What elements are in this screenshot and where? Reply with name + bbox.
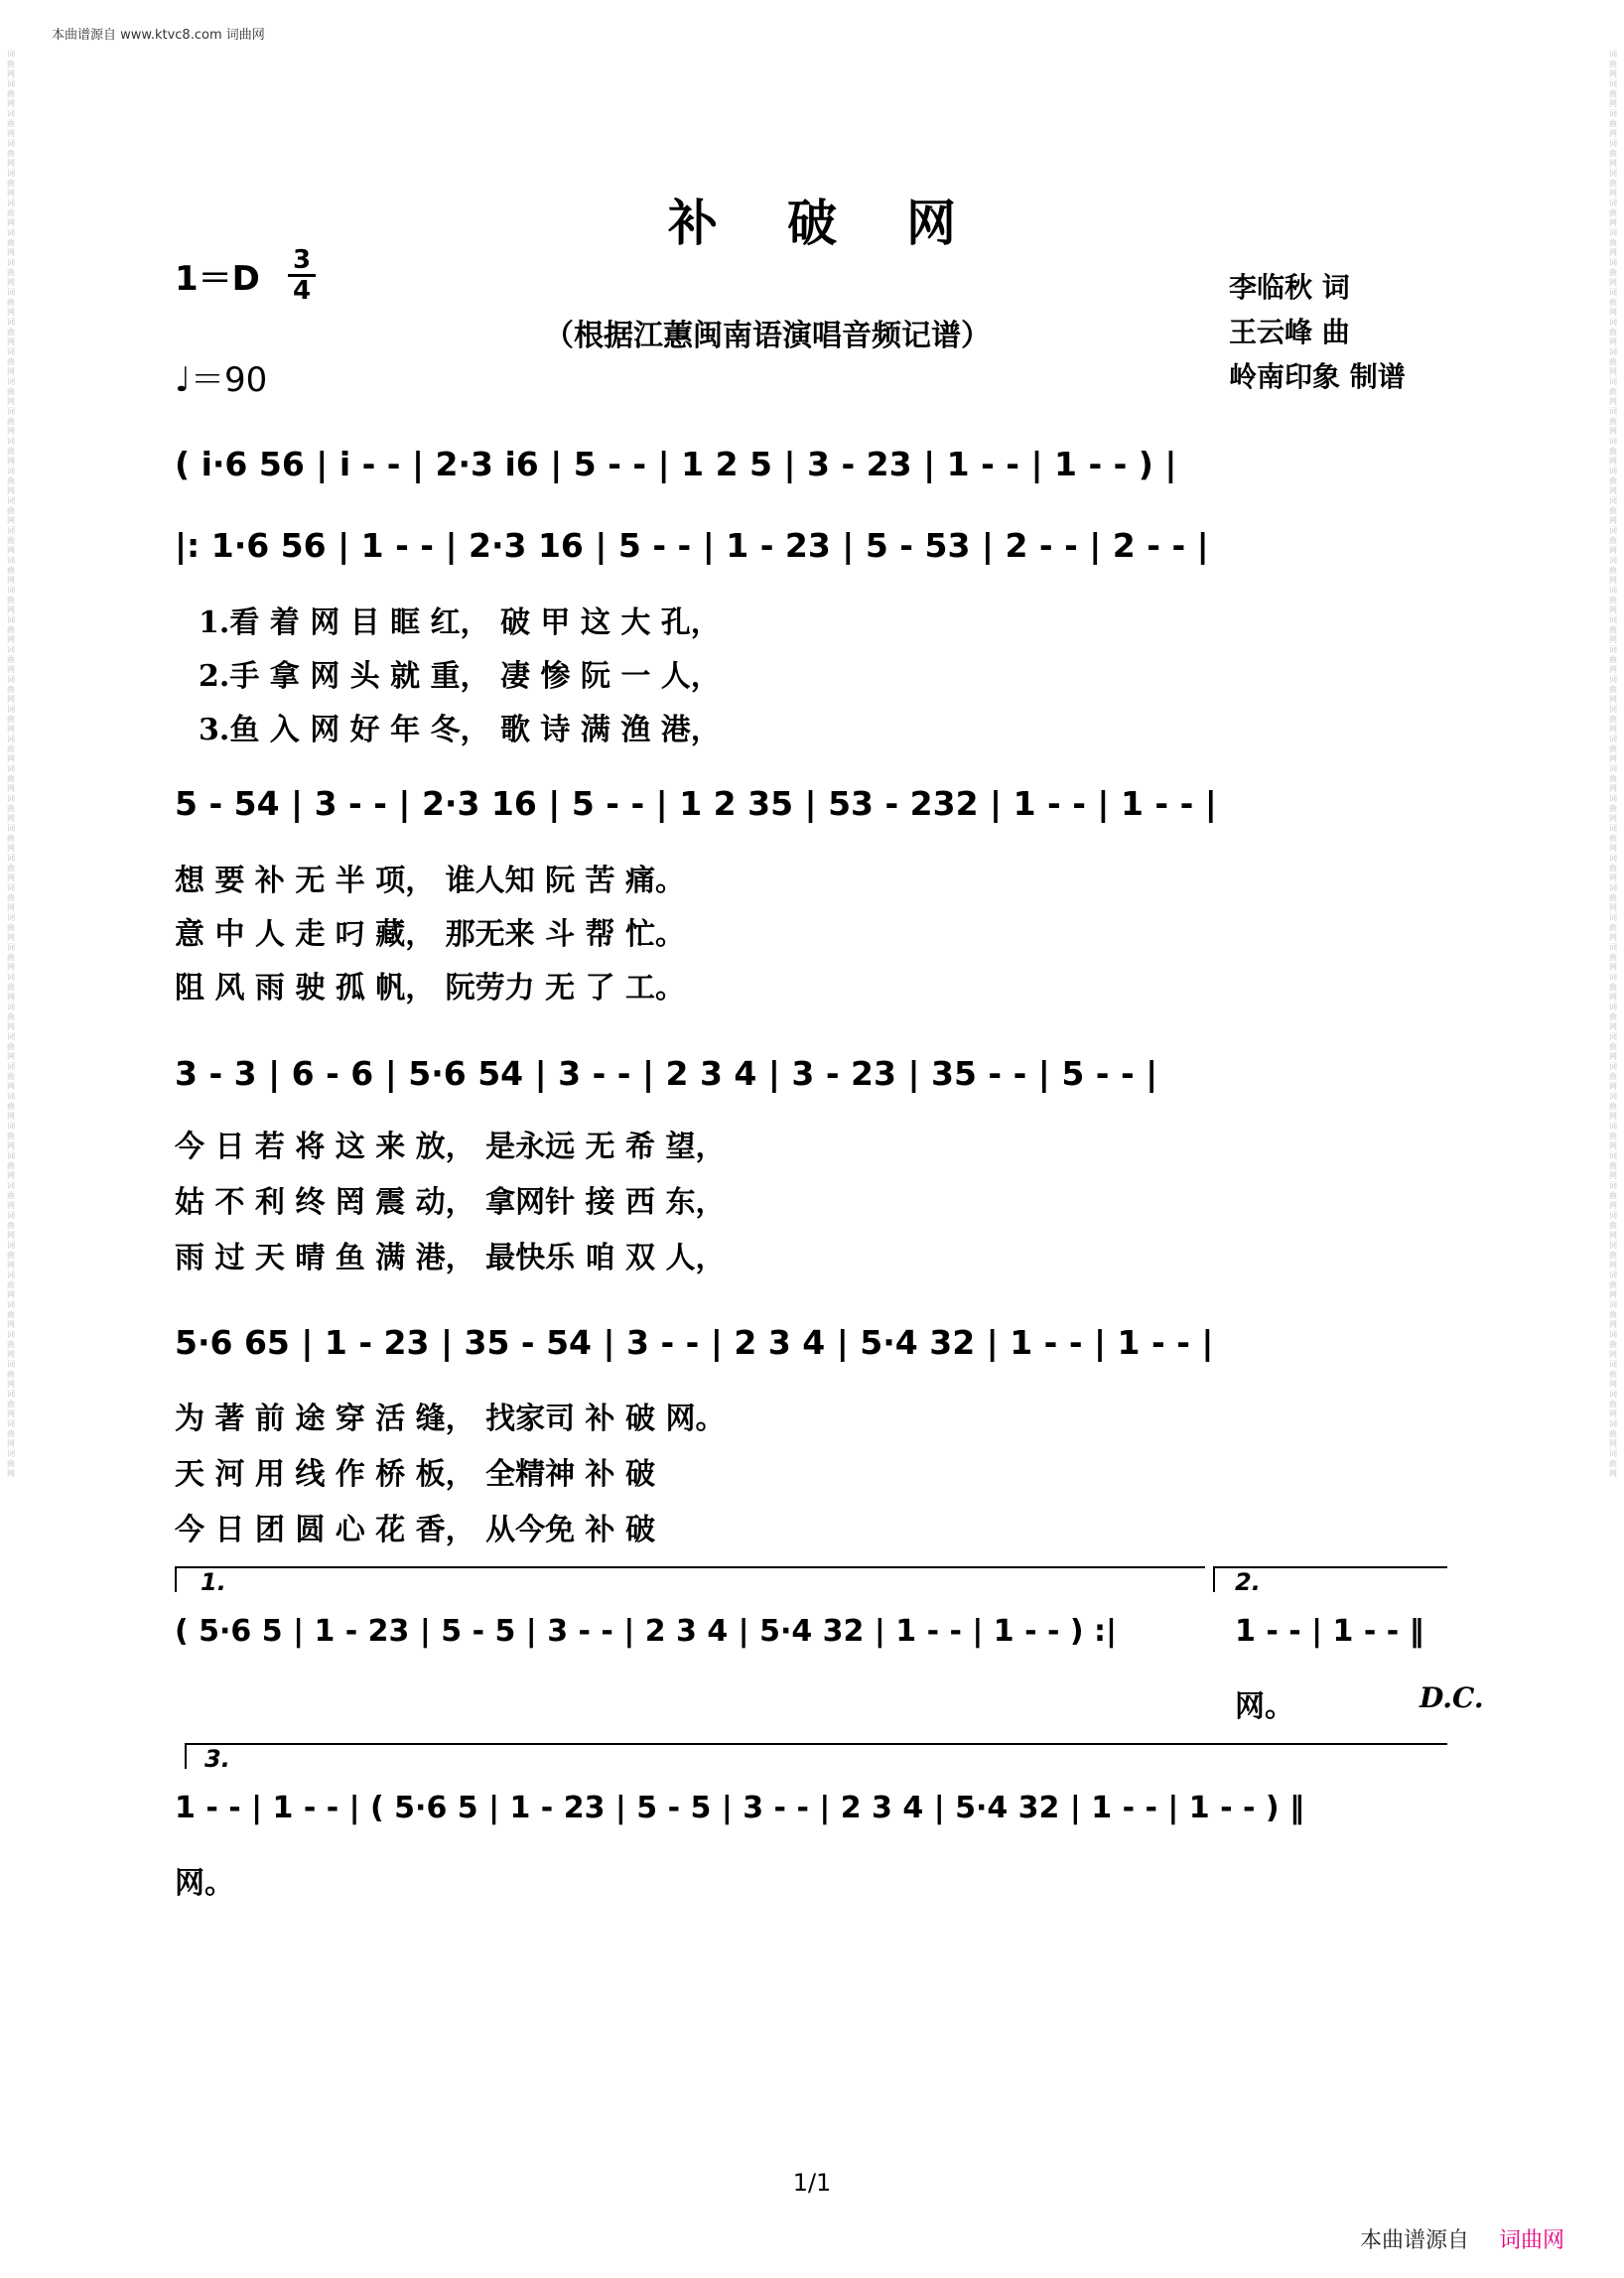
lyric-line: 意 中 人 走 叼 藏， 那无来 斗 帮 忙。 xyxy=(175,917,685,952)
tempo-mark: ♩＝90 xyxy=(175,360,268,400)
right-watermark: 词曲网 词曲网 词曲网 词曲网 词曲网 词曲网 词曲网 词曲网 词曲网 词曲网 词曲网 词曲网 词曲网 词曲网 词曲网 词曲网 词曲网 词曲网 词曲网 词曲网 词曲网 词曲网 词曲网 词曲网 词曲网 词曲网 词曲网 词曲网 词曲网 词曲网 词曲网 词曲网 词曲网 词曲网 词曲网 词曲网 词曲网 词曲网 词曲网 词曲网 词曲网 词曲网 词曲网 词曲网 词曲网 词曲网 词曲网 词曲网 xyxy=(1609,50,1617,1478)
arranger-credit: 岭南印象 制谱 xyxy=(1229,360,1406,393)
key-signature: 1＝D xyxy=(175,259,260,299)
lyric-line: 今 日 若 将 这 来 放， 是永远 无 希 望， xyxy=(175,1130,726,1164)
notation-line: 5·6 65 | 1 - 23 | 35 - 54 | 3 - - | 2 3 4 | 5·4 32 | 1 - - | 1 - - | xyxy=(175,1323,1214,1362)
lyric-line: 为 著 前 途 穿 活 缝， 找家司 补 破 网。 xyxy=(175,1402,726,1436)
lyric-line: 2.手 拿 网 头 就 重， 凄 惨 阮 一 人， xyxy=(199,659,721,694)
lyric-line: 1.看 着 网 目 眶 红， 破 甲 这 大 孔， xyxy=(199,605,721,640)
song-title: 补破网 xyxy=(668,195,1025,252)
volta-bracket-3 xyxy=(185,1743,1447,1769)
footer-site: 词曲网 xyxy=(1499,2228,1565,2253)
lyric-line: 阻 风 雨 驶 孤 帆， 阮劳力 无 了 工。 xyxy=(175,971,685,1005)
dc-mark: D.C. xyxy=(1420,1681,1484,1714)
time-top: 3 xyxy=(292,245,312,275)
notation-line: ( 5·6 5 | 1 - 23 | 5 - 5 | 3 - - | 2 3 4 | 5·4 32 | 1 - - | 1 - - ) :| xyxy=(175,1614,1117,1649)
volta-label-1: 1. xyxy=(201,1568,226,1596)
page-number: 1/1 xyxy=(792,2169,832,2197)
source-header: 本曲谱源自 www.ktvc8.com 词曲网 xyxy=(52,28,265,43)
subtitle: （根据江蕙闽南语演唱音频记谱） xyxy=(544,319,991,353)
time-signature xyxy=(288,246,316,305)
volta-label-3: 3. xyxy=(204,1745,230,1773)
volta-bracket-1 xyxy=(175,1566,1205,1592)
lyric-line: 网。 xyxy=(175,1866,234,1901)
notation-line-ending: 1 - - | 1 - - ‖ xyxy=(1235,1614,1424,1649)
lyric-line: 网。 xyxy=(1235,1689,1294,1724)
lyric-line: 姑 不 利 终 罔 震 动， 拿网针 接 西 东， xyxy=(175,1185,726,1220)
lyric-line: 雨 过 天 晴 鱼 满 港， 最快乐 咱 双 人， xyxy=(175,1241,726,1275)
lyric-line: 天 河 用 线 作 桥 板， 全精神 补 破 xyxy=(175,1457,655,1492)
notation-line: |: 1·6 56 | 1 - - | 2·3 16 | 5 - - | 1 - 23 | 5 - 53 | 2 - - | 2 - - | xyxy=(175,526,1209,565)
notation-line: 3 - 3 | 6 - 6 | 5·6 54 | 3 - - | 2 3 4 | 3 - 23 | 35 - - | 5 - - | xyxy=(175,1054,1158,1093)
lyricist-credit: 李临秋 词 xyxy=(1229,271,1350,304)
footer-source: 本曲谱源自 xyxy=(1360,2228,1470,2253)
notation-line: 1 - - | 1 - - | ( 5·6 5 | 1 - 23 | 5 - 5 | 3 - - | 2 3 4 | 5·4 32 | 1 - - | 1 - - ) ‖ xyxy=(175,1791,1305,1825)
notation-line: 5 - 54 | 3 - - | 2·3 16 | 5 - - | 1 2 35 | 53 - 232 | 1 - - | 1 - - | xyxy=(175,784,1217,823)
lyric-line: 3.鱼 入 网 好 年 冬， 歌 诗 满 渔 港， xyxy=(199,713,721,747)
notation-line: ( i·6 56 | i - - | 2·3 i6 | 5 - - | 1 2 5 | 3 - 23 | 1 - - | 1 - - ) | xyxy=(175,445,1177,483)
time-bottom: 4 xyxy=(292,276,312,306)
left-watermark: 词曲网 词曲网 词曲网 词曲网 词曲网 词曲网 词曲网 词曲网 词曲网 词曲网 词曲网 词曲网 词曲网 词曲网 词曲网 词曲网 词曲网 词曲网 词曲网 词曲网 词曲网 词曲网 词曲网 词曲网 词曲网 词曲网 词曲网 词曲网 词曲网 词曲网 词曲网 词曲网 词曲网 词曲网 词曲网 词曲网 词曲网 词曲网 词曲网 词曲网 词曲网 词曲网 词曲网 词曲网 词曲网 词曲网 词曲网 词曲网 xyxy=(7,50,15,1478)
volta-label-2: 2. xyxy=(1235,1568,1261,1596)
lyric-line: 今 日 团 圆 心 花 香， 从今免 补 破 xyxy=(175,1513,655,1547)
composer-credit: 王云峰 曲 xyxy=(1229,316,1350,348)
lyric-line: 想 要 补 无 半 项， 谁人知 阮 苦 痛。 xyxy=(175,864,685,898)
